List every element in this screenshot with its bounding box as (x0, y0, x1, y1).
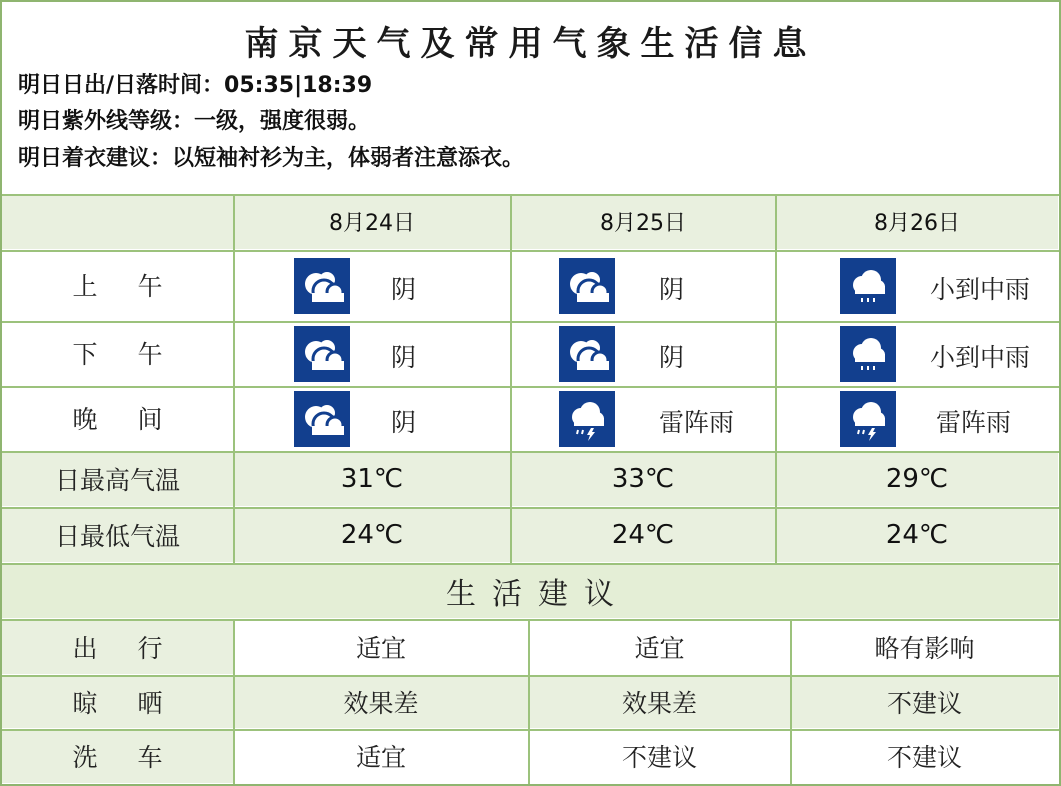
forecast-cell (234, 321, 511, 386)
cloudy-icon (294, 391, 350, 447)
advice-value: 不建议 (886, 688, 962, 718)
table-corner-cell (2, 194, 234, 250)
high-temp-value: 29℃ (885, 463, 949, 494)
thunderstorm-icon (840, 391, 896, 447)
date-label: 8月25日 (600, 211, 686, 236)
clothing-advice-line (18, 141, 524, 172)
date-header-1 (234, 194, 511, 250)
date-label: 8月26日 (874, 211, 960, 236)
page-title: 南京天气及常用气象生活信息 (244, 24, 817, 64)
clothing-advice-value: 以短袖衬衫为主，体弱者注意添衣。 (172, 146, 525, 171)
temp-cell (776, 507, 1059, 563)
temp-cell (234, 451, 511, 507)
temp-cell (776, 451, 1059, 507)
period-label-evening (2, 386, 234, 451)
uv-level-label: 明日紫外线等级： (18, 109, 195, 134)
low-temp-value: 24℃ (885, 519, 949, 550)
row-label: 上 午 (72, 272, 179, 301)
date-label: 8月24日 (329, 211, 415, 236)
advice-value: 不建议 (621, 743, 697, 772)
temp-cell (511, 507, 776, 563)
rain-icon (840, 258, 896, 314)
weather-text: 雷阵雨 (936, 408, 1012, 437)
temp-cell (234, 507, 511, 563)
advice-cell (234, 675, 529, 729)
advice-label-cell (2, 619, 234, 675)
forecast-cell (511, 321, 776, 386)
period-label-afternoon (2, 321, 234, 386)
high-temp-label-cell (2, 451, 234, 507)
weather-text: 阴 (391, 275, 417, 304)
low-temp-value: 24℃ (340, 519, 404, 550)
forecast-cell (234, 386, 511, 451)
period-label-morning (2, 250, 234, 321)
advice-cell (529, 729, 791, 784)
forecast-cell (776, 321, 1059, 386)
advice-cell (234, 729, 529, 784)
advice-value: 效果差 (343, 688, 419, 718)
advice-value: 效果差 (621, 688, 697, 718)
sunrise-sunset-value: 05:35|18:39 (224, 73, 373, 98)
weather-text: 阴 (391, 343, 417, 372)
weather-text: 阴 (659, 343, 685, 372)
weather-text: 小到中雨 (930, 343, 1031, 372)
advice-cell (791, 619, 1059, 675)
forecast-cell (234, 250, 511, 321)
weather-text: 小到中雨 (930, 275, 1031, 304)
cloudy-icon (559, 326, 615, 382)
advice-cell (529, 619, 791, 675)
uv-level-value: 一级，强度很弱。 (194, 109, 371, 134)
clothing-advice-label: 明日着衣建议： (18, 146, 173, 171)
temp-cell (511, 451, 776, 507)
row-label: 晚 间 (72, 405, 179, 434)
advice-label-carwash: 洗 车 (72, 743, 179, 772)
advice-label-cell (2, 729, 234, 784)
advice-label-drying: 晾 晒 (72, 688, 179, 718)
thunderstorm-icon (559, 391, 615, 447)
low-temp-label: 日最低气温 (54, 521, 180, 551)
advice-cell (529, 675, 791, 729)
advice-cell (791, 729, 1059, 784)
high-temp-value: 33℃ (611, 463, 675, 494)
forecast-cell (511, 386, 776, 451)
high-temp-label: 日最高气温 (54, 465, 180, 495)
low-temp-label-cell (2, 507, 234, 563)
date-header-2 (511, 194, 776, 250)
advice-cell (234, 619, 529, 675)
weather-text: 阴 (391, 408, 417, 437)
date-header-3 (776, 194, 1059, 250)
high-temp-value: 31℃ (340, 463, 404, 494)
sunrise-sunset-label: 明日日出/日落时间： (18, 73, 225, 98)
advice-label-cell (2, 675, 234, 729)
advice-value: 适宜 (355, 743, 406, 772)
weather-text: 阴 (659, 275, 685, 304)
info-header (2, 2, 1059, 194)
forecast-cell (776, 386, 1059, 451)
uv-level-line (18, 104, 370, 135)
advice-cell (791, 675, 1059, 729)
section-title: 生活建议 (446, 576, 630, 612)
forecast-cell (511, 250, 776, 321)
rain-icon (840, 326, 896, 382)
cloudy-icon (559, 258, 615, 314)
advice-value: 略有影响 (874, 633, 975, 663)
row-label: 下 午 (72, 340, 179, 369)
forecast-table (2, 194, 1059, 784)
life-advice-section-header (2, 563, 1059, 619)
weather-text: 雷阵雨 (659, 408, 735, 437)
cloudy-icon (294, 326, 350, 382)
low-temp-value: 24℃ (611, 519, 675, 550)
forecast-cell (776, 250, 1059, 321)
advice-label-travel: 出 行 (72, 633, 179, 663)
advice-value: 适宜 (634, 633, 685, 663)
cloudy-icon (294, 258, 350, 314)
sunrise-sunset-line (18, 68, 372, 99)
advice-value: 不建议 (886, 743, 962, 772)
advice-value: 适宜 (355, 633, 406, 663)
